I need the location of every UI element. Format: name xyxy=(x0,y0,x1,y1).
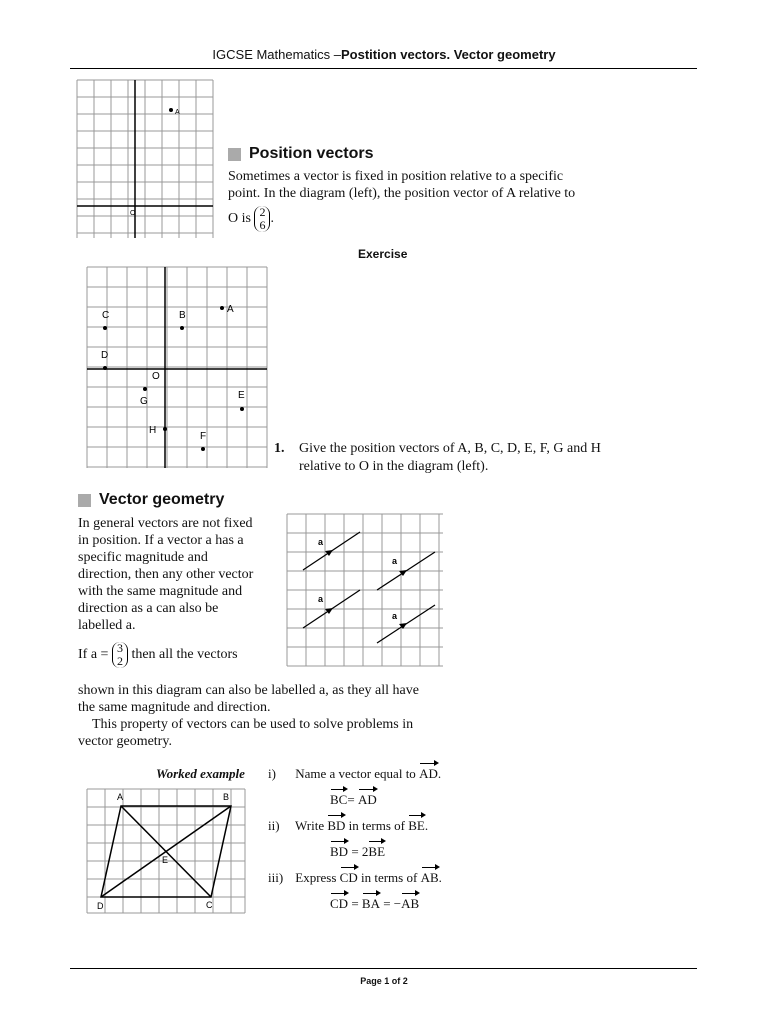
worked-example-title: Worked example xyxy=(156,766,245,781)
vector-grid xyxy=(285,512,447,668)
label-F: F xyxy=(200,431,207,442)
point-H xyxy=(163,427,167,431)
vector-label-4: a xyxy=(392,611,398,621)
item-1-answer: BC= AD xyxy=(330,792,377,807)
label-A: A xyxy=(227,304,234,315)
item-3-prompt: iii) Express CD in terms of AB. xyxy=(268,870,442,885)
label-B: B xyxy=(179,310,186,321)
header-prefix: IGCSE Mathematics – xyxy=(212,47,342,62)
position-vectors-heading xyxy=(228,145,373,163)
question-line-1: Give the position vectors of A, B, C, D, E, F, G and H xyxy=(299,441,601,456)
o-is-text: O is xyxy=(228,211,251,227)
vector-geometry-para2: shown in this diagram can also be labelled a, as they all have the same magnitude and direction. This property of vectors can be used to solve problems in vector geometry. xyxy=(78,683,419,749)
vector-label-1: a xyxy=(318,537,324,547)
point-E xyxy=(240,407,244,411)
parallelogram-grid xyxy=(85,787,247,915)
exercise-question xyxy=(274,440,601,476)
grid-label-o: O xyxy=(130,210,136,217)
vector-geometry-title: Vector geometry xyxy=(99,491,225,508)
vector-label-2: a xyxy=(392,556,398,566)
label-C: C xyxy=(102,310,110,321)
column-vector-3-2: 3 2 xyxy=(112,642,128,668)
question-line-2: relative to O in the diagram (left). xyxy=(299,459,489,474)
point-a xyxy=(169,108,173,112)
page-header xyxy=(0,47,768,62)
item-2-answer: BD = 2BE xyxy=(330,844,386,859)
worked-example-items xyxy=(268,766,442,922)
grid-label-a: A xyxy=(175,109,180,116)
position-vectors-text xyxy=(228,168,575,232)
exercise-title: Exercise xyxy=(358,247,408,261)
label-H: H xyxy=(149,425,157,436)
diagonal-bd xyxy=(101,806,231,897)
label-G: G xyxy=(140,396,148,407)
pv-line-1: Sometimes a vector is fixed in position relative to a specific xyxy=(228,169,564,184)
position-vectors-title: Position vectors xyxy=(249,145,374,162)
if-a-line: If a = 3 2 then all the vectors xyxy=(78,641,238,668)
vector-geometry-heading xyxy=(78,491,224,509)
pg-label-A: A xyxy=(117,792,124,802)
exercise-grid xyxy=(85,265,270,470)
vector-geometry-text: In general vectors are not fixed in position. If a vector a has a specific magnitude and direction, then any other vector with the same magnitude and direction as a can also be labelled a. If a = 3 2 then all the vectors xyxy=(78,515,278,668)
question-number: 1. xyxy=(274,441,285,456)
point-C xyxy=(103,326,107,330)
header-rule xyxy=(70,68,697,69)
point-G xyxy=(143,387,147,391)
point-D xyxy=(103,366,107,370)
point-F xyxy=(201,447,205,451)
pv-line-3: O is 2 6 . xyxy=(228,205,274,232)
pg-label-B: B xyxy=(223,792,230,802)
point-A xyxy=(220,306,224,310)
pg-label-D: D xyxy=(97,901,104,911)
pg-label-E: E xyxy=(162,855,169,865)
position-vector-grid xyxy=(75,78,217,240)
heading-square-icon xyxy=(228,148,241,161)
vector-label-3: a xyxy=(318,594,324,604)
item-3-answer: CD = BA = −AB xyxy=(330,896,420,911)
label-D: D xyxy=(101,350,109,361)
point-B xyxy=(180,326,184,330)
pv-line-2: point. In the diagram (left), the position vector of A relative to xyxy=(228,186,576,201)
heading-square-icon-2 xyxy=(78,494,91,507)
label-O: O xyxy=(152,371,160,382)
footer-rule xyxy=(70,968,697,969)
page-number: Page 1 of 2 xyxy=(360,976,408,986)
label-E: E xyxy=(238,390,245,401)
item-1-prompt: i) Name a vector equal to AD. xyxy=(268,766,442,781)
column-vector-a: 2 6 xyxy=(254,206,270,232)
pg-label-C: C xyxy=(206,900,213,910)
header-title: Postition vectors. Vector geometry xyxy=(341,47,556,62)
item-2-prompt: ii) Write BD in terms of BE. xyxy=(268,818,429,833)
